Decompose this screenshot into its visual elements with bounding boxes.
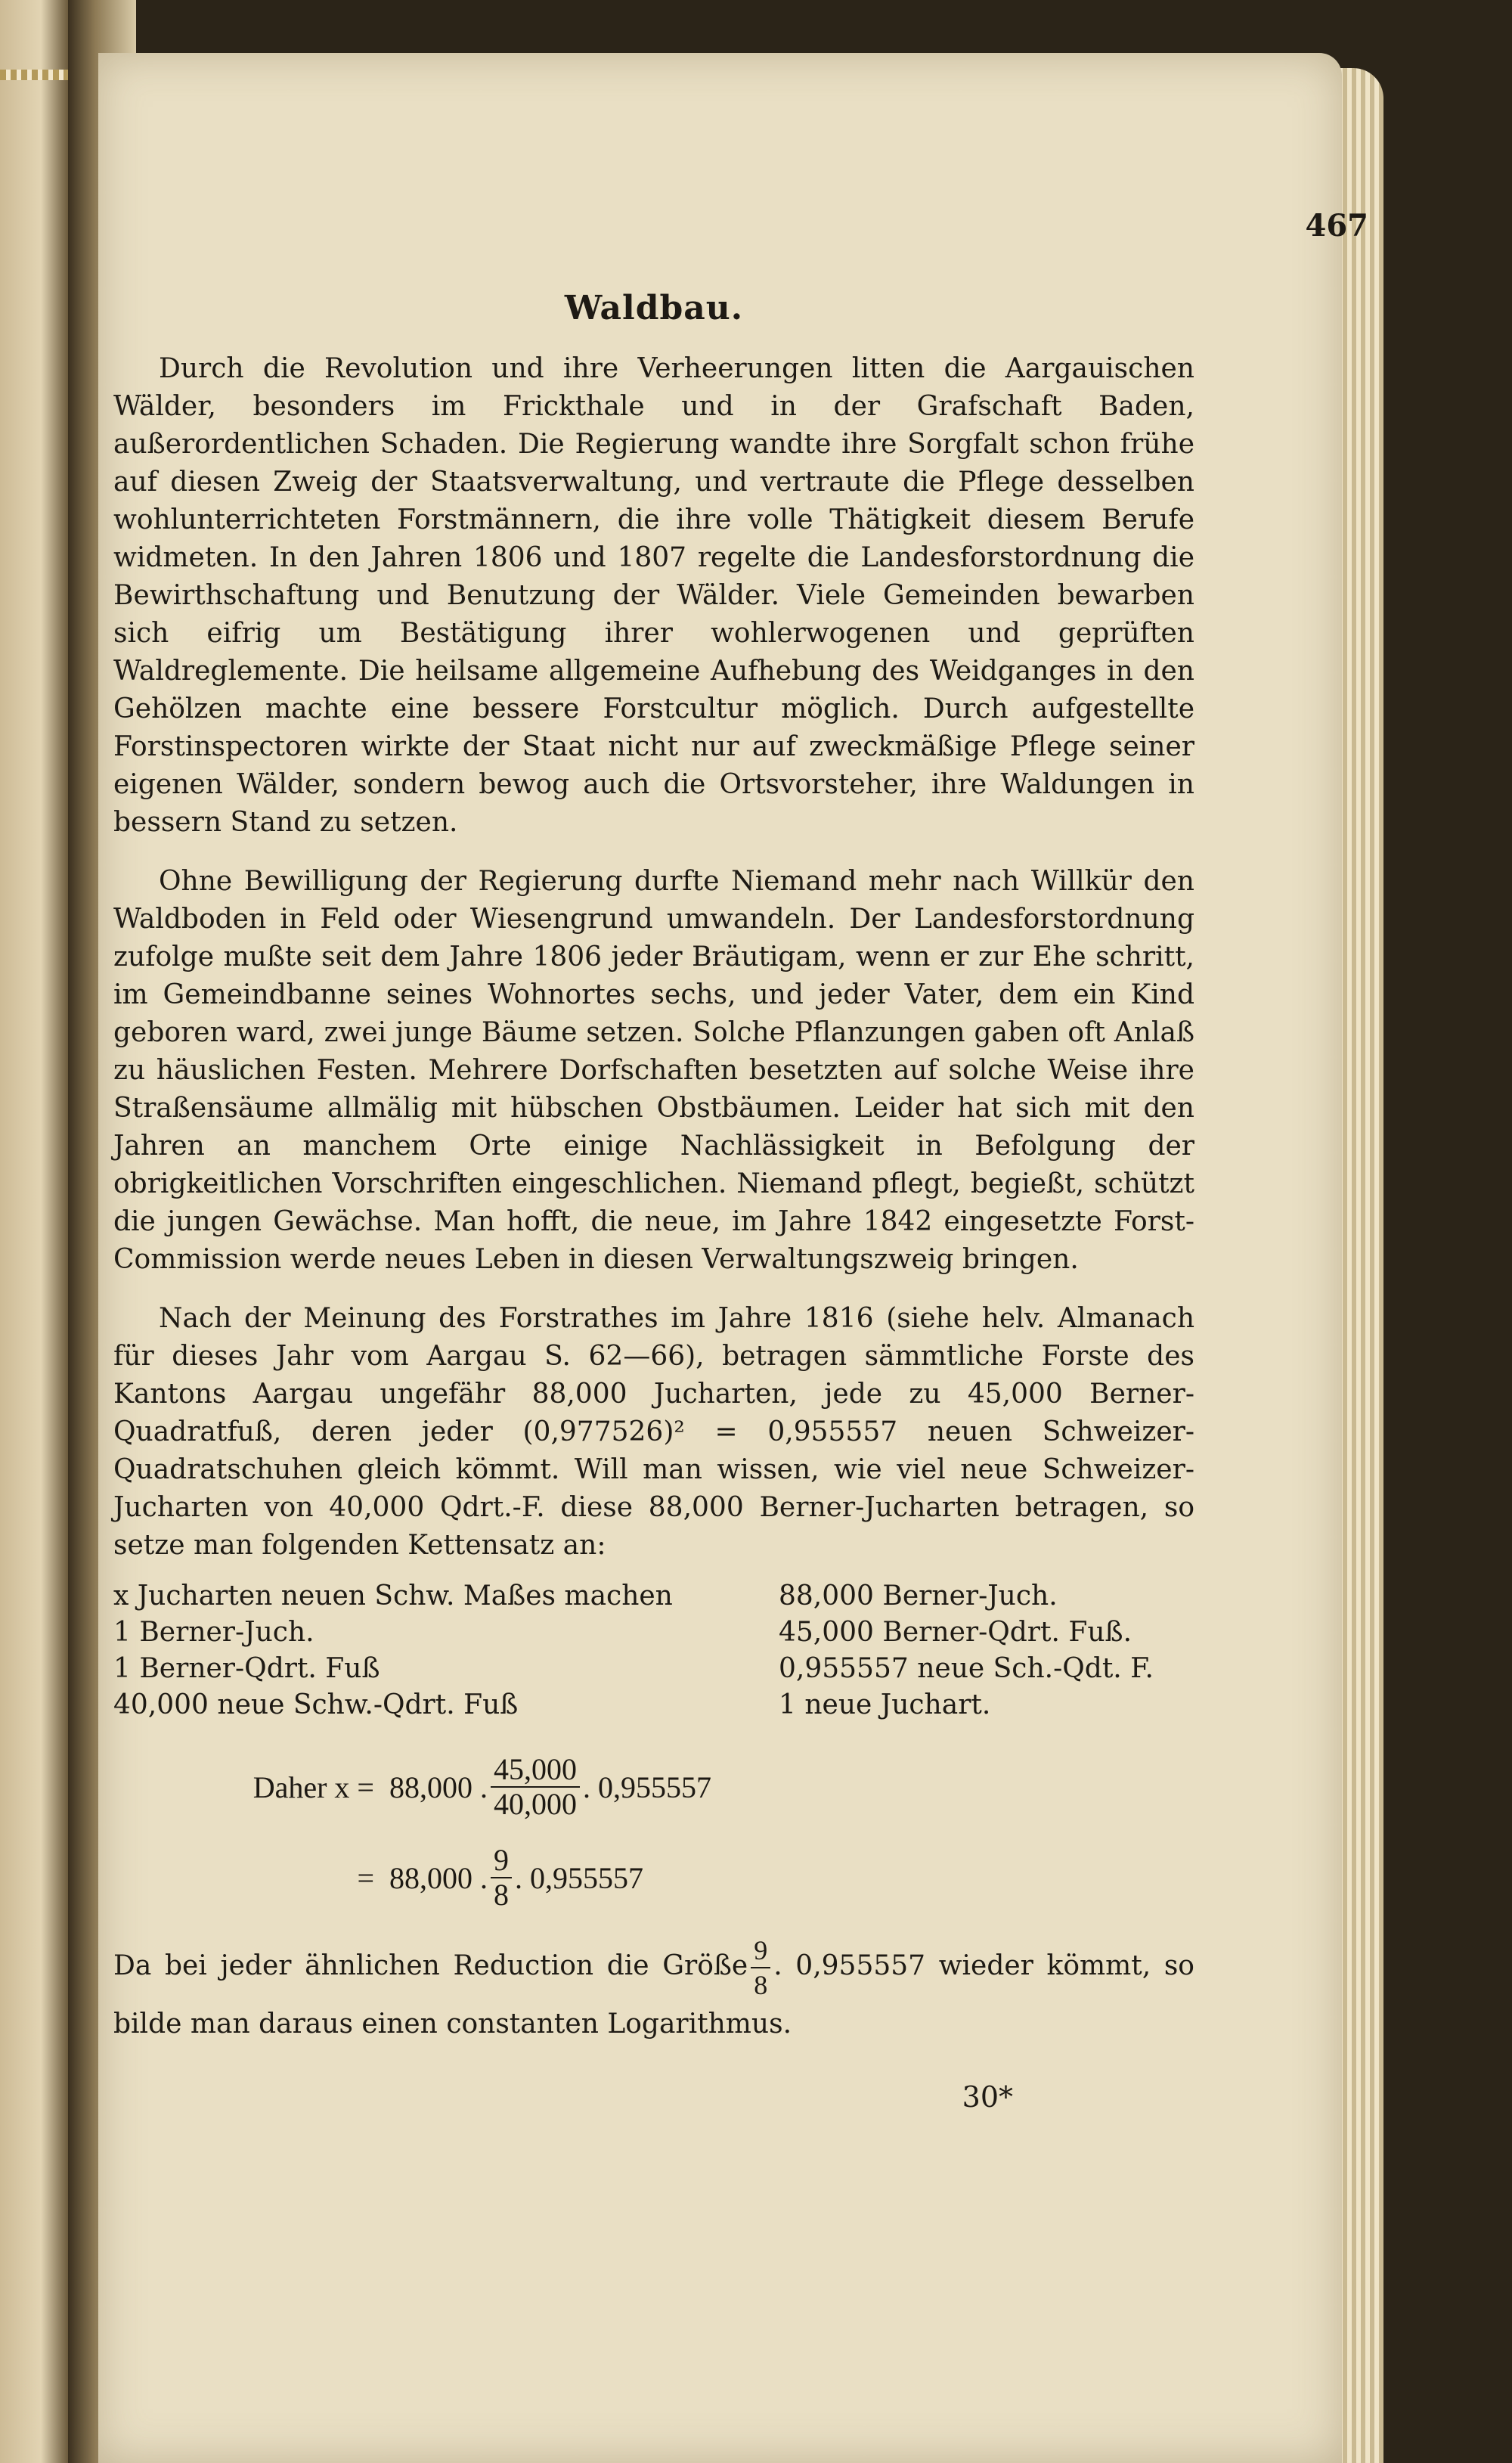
page-number: 467 — [1305, 208, 1368, 244]
chain-rule-right: 1 neue Juchart. — [779, 1689, 991, 1720]
fraction-denominator: 8 — [754, 1970, 768, 2000]
page-text — [113, 204, 1194, 2120]
chain-rule-right: 0,955557 neue Sch.-Qdt. F. — [779, 1653, 1154, 1684]
paragraph-3: Nach der Meinung des Forstrathes im Jahre 1816 (siehe helv. Almanach für dieses Jahr vom Aargau S. 62—66), betragen sämmtliche Forste des Kantons Aargau ungefähr 88,000 Jucharten, jede zu 45,000 Berner-Quadratfuß, deren jeder (0,977526)² = 0,955557 neuen Schweizer-Quadratschuhen gleich kömmt. Will man wissen, wie viel neue Schweizer-Jucharten von 40,000 Qdrt.-F. diese 88,000 Berner-Jucharten betragen, so setze man folgenden Kettensatz an: — [113, 1303, 1194, 1561]
closing-text: Da bei jeder ähnlichen Reduction die Größe — [113, 1950, 748, 1981]
left-page — [0, 0, 68, 2463]
chain-rule-right: 45,000 Berner-Qdrt. Fuß. — [779, 1617, 1132, 1648]
fraction — [491, 1844, 512, 1912]
chain-rule-left: x Jucharten neuen Schw. Maßes machen — [113, 1580, 673, 1611]
closing-text: . 0,955557 wieder kömmt, so bilde man daraus einen constanten Logarithmus. — [113, 1950, 1194, 2040]
calc-lhs: Daher x = — [253, 1770, 374, 1804]
chain-rule-left: 40,000 neue Schw.-Qdrt. Fuß — [113, 1689, 519, 1720]
chain-rule-right: 88,000 Berner-Juch. — [779, 1580, 1058, 1611]
calculation — [113, 1742, 1194, 1923]
calculation-row — [113, 1832, 1194, 1923]
paragraph-1: Durch die Revolution und ihre Verheerungen litten die Aargauischen Wälder, besonders im Frickthale und in der Grafschaft Baden, außerordentlichen Schaden. Die Regierung wandte ihre Sorgfalt schon frühe auf diesen Zweig der Staatsverwaltung, und vertraute die Pflege desselben wohlunterrichteten Forstmännern, die ihre volle Thätigkeit diesem Berufe widmeten. In den Jahren 1806 und 1807 regelte die Landesforstordnung die Bewirthschaftung und Benutzung der Wälder. Viele Gemeinden bewarben sich eifrig um Bestätigung ihrer wohlerwogenen und geprüften Waldreglemente. Die heilsame allgemeine Aufhebung des Weidganges in den Gehölzen machte eine bessere Forstcultur möglich. Durch aufgestellte Forstinspectoren wirkte der Staat nicht nur auf zweckmäßige Pflege seiner eigenen Wälder, sondern bewog auch die Ortsvorsteher, ihre Waldungen in bessern Stand zu setzen. — [113, 353, 1194, 838]
fraction-numerator: 45,000 — [491, 1753, 580, 1788]
fraction-numerator: 9 — [751, 1934, 770, 1968]
section-heading: Waldbau. — [564, 289, 744, 327]
calc-term: 88,000 . — [389, 1860, 488, 1895]
calc-lhs: = — [357, 1860, 374, 1895]
calc-term: . 0,955557 — [515, 1860, 643, 1895]
fraction-numerator: 9 — [491, 1844, 512, 1878]
signature-mark: 30* — [962, 2080, 1013, 2114]
calc-term: 88,000 . — [389, 1770, 488, 1804]
paragraph-2: Ohne Bewilligung der Regierung durfte Niemand mehr nach Willkür den Waldboden in Feld oder Wiesengrund umwandeln. Der Landesforstordnung zufolge mußte seit dem Jahre 1806 jeder Bräutigam, wenn er zur Ehe schritt, im Gemeindbanne seines Wohnortes sechs, und jeder Vater, dem ein Kind geboren ward, zwei junge Bäume setzen. Solche Pflanzungen gaben oft Anlaß zu häuslichen Festen. Mehrere Dorfschaften besetzten auf solche Weise ihre Straßensäume allmälig mit hübschen Obstbäumen. Leider hat sich mit den Jahren an manchem Orte einige Nachlässigkeit in Befolgung der obrigkeitlichen Vorschriften eingeschlichen. Niemand pflegt, begießt, schützt die jungen Gewächse. Man hofft, die neue, im Jahre 1842 eingesetzte Forst-Commission werde neues Leben in diesen Verwaltungszweig bringen. — [113, 866, 1194, 1275]
chain-rule-table — [113, 1578, 1194, 1723]
chain-rule-left: 1 Berner-Qdrt. Fuß — [113, 1653, 380, 1684]
fraction — [491, 1753, 580, 1821]
fraction-denominator: 40,000 — [494, 1787, 577, 1821]
calc-term: . 0,955557 — [583, 1770, 711, 1804]
closing-paragraph — [113, 1934, 1194, 2047]
fraction — [751, 1934, 770, 2002]
calculation-row — [113, 1742, 1194, 1832]
chain-rule-left: 1 Berner-Juch. — [113, 1617, 314, 1648]
fraction-denominator: 8 — [494, 1878, 509, 1912]
